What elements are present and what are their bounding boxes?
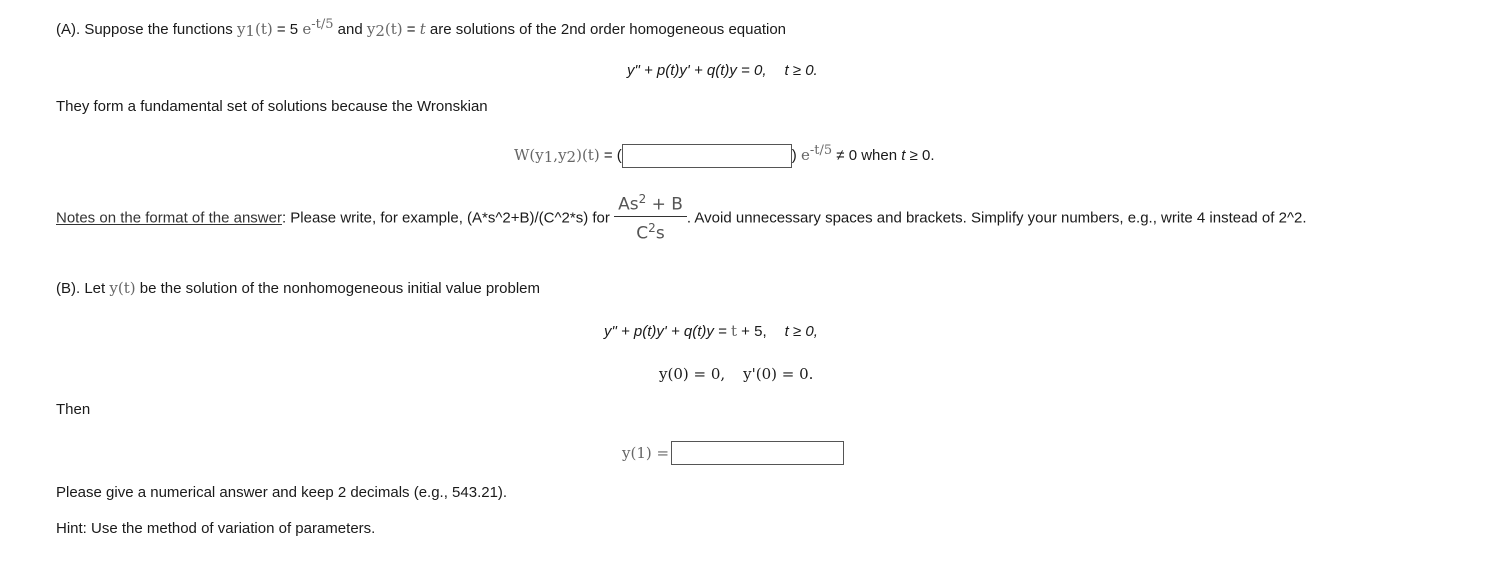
ic-y0: y(0) = 0,	[659, 365, 726, 383]
y1-answer-line	[622, 441, 844, 465]
wronskian-exp-base: e	[800, 145, 810, 164]
example-fraction	[614, 188, 687, 244]
ic-yprime0: y'(0) = 0.	[743, 365, 814, 383]
part-b-intro-text: (B). Let	[56, 280, 110, 297]
fraction-denominator: $C^2s$	[614, 216, 687, 245]
wronskian-close-paren: )	[791, 146, 801, 164]
and-text: and	[333, 21, 367, 38]
part-b-intro	[56, 279, 540, 297]
y1-answer-input[interactable]	[671, 441, 844, 465]
y2-value: t	[419, 20, 426, 38]
part-a-intro-text: (A). Suppose the functions	[56, 21, 237, 38]
fraction-numerator: $As^2 + B$	[618, 192, 683, 215]
ivp-equation: y" + p(t)y' + q(t)y =	[604, 323, 731, 340]
wronskian-t: t	[901, 146, 906, 164]
y1-exp-base: e	[302, 20, 312, 38]
y2-equals: =	[402, 21, 420, 38]
wronskian-intro: They form a fundamental set of solutions because the Wronskian	[56, 98, 488, 115]
part-b-intro-tail: be the solution of the nonhomogeneous initial value problem	[135, 280, 541, 297]
y1-exponent: -t/5	[311, 17, 334, 32]
wronskian-label: W(y1,y2)(t)	[514, 145, 600, 166]
wronskian-answer-input[interactable]	[622, 144, 792, 168]
decimal-instruction: Please give a numerical answer and keep 2 decimals (e.g., 543.21).	[56, 484, 508, 501]
part-a-ode	[627, 62, 818, 79]
ode-equation: y" + p(t)y' + q(t)y = 0,	[627, 62, 767, 79]
y1-symbol: y1(t)	[236, 20, 273, 40]
ivp-condition: t ≥ 0,	[784, 323, 818, 340]
y2-symbol: y2(t)	[366, 20, 403, 40]
notes-format-link[interactable]: Notes on the format of the answer	[56, 209, 282, 227]
ode-condition: t ≥ 0.	[784, 62, 818, 79]
notes-after-text: . Avoid unnecessary spaces and brackets. Simplify your numbers, e.g., write 4 instead of 2^2.	[686, 209, 1307, 227]
ivp-rhs-t: t	[730, 322, 738, 340]
y1-equals: = 5	[272, 21, 303, 38]
y-symbol: y(t)	[109, 279, 136, 297]
wronskian-tail-2: ≥ 0.	[905, 146, 935, 164]
wronskian-line	[514, 144, 934, 168]
wronskian-equals: = (	[599, 146, 622, 164]
notes-example-text: : Please write, for example, (A*s^2+B)/(C^2*s) for	[281, 209, 615, 227]
then-label: Then	[56, 401, 91, 418]
part-b-ode	[604, 322, 818, 340]
wronskian-tail: ≠ 0 when	[832, 146, 902, 164]
hint-text: Hint: Use the method of variation of parameters.	[56, 520, 376, 537]
wronskian-exponent: -t/5	[809, 142, 833, 158]
y1-answer-label: y(1) =	[622, 444, 670, 462]
part-a-intro-tail: are solutions of the 2nd order homogeneous equation	[425, 21, 787, 38]
initial-conditions	[659, 365, 813, 383]
notes-line	[56, 190, 1307, 246]
ivp-rhs: + 5,	[737, 323, 767, 340]
part-a-intro	[56, 17, 787, 40]
